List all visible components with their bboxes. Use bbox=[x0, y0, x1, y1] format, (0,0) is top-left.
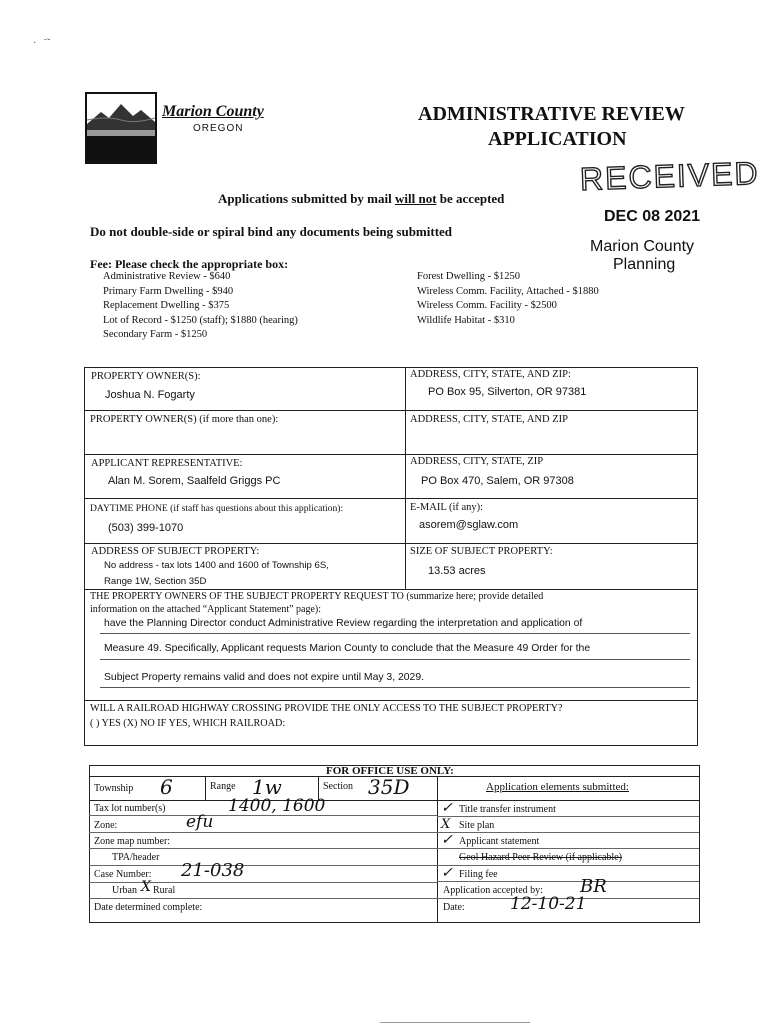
phone-label: DAYTIME PHONE (if staff has questions about this application): bbox=[90, 503, 344, 514]
element-mark[interactable]: ✓ bbox=[441, 800, 453, 816]
received-stamp-date: DEC 08 2021 bbox=[604, 208, 701, 225]
fee-option[interactable]: Primary Farm Dwelling - $940 bbox=[103, 285, 234, 297]
binding-notice: Do not double-side or spiral bind any documents being submitted bbox=[90, 224, 453, 239]
received-stamp-county: Marion County bbox=[590, 238, 695, 255]
element-label: Filing fee bbox=[459, 869, 498, 880]
owner-label: PROPERTY OWNER(S): bbox=[91, 371, 201, 382]
date-label: Date: bbox=[443, 902, 465, 913]
date-complete-label: Date determined complete: bbox=[94, 902, 203, 913]
fee-option[interactable]: Wireless Comm. Facility, Attached - $1880 bbox=[417, 285, 599, 297]
urban-label: Urban bbox=[112, 885, 137, 896]
accepted-by-label: Application accepted by: bbox=[443, 885, 543, 896]
case-number-value[interactable]: 21-038 bbox=[181, 860, 245, 881]
taxlot-value[interactable]: 1400, 1600 bbox=[228, 796, 326, 816]
subject-address-label: ADDRESS OF SUBJECT PROPERTY: bbox=[91, 546, 260, 557]
email-field[interactable]: asorem@sglaw.com bbox=[419, 519, 519, 531]
township-value[interactable]: 6 bbox=[160, 775, 173, 799]
fee-option[interactable]: Secondary Farm - $1250 bbox=[103, 329, 208, 341]
rural-check-mark[interactable]: X bbox=[141, 879, 151, 895]
scan-artifact bbox=[380, 1022, 530, 1023]
county-state: OREGON bbox=[193, 123, 244, 134]
fee-option[interactable]: Forest Dwelling - $1250 bbox=[417, 271, 520, 282]
element-mark[interactable]: X bbox=[441, 817, 451, 832]
fee-option[interactable]: Replacement Dwelling - $375 bbox=[103, 300, 230, 312]
received-stamp: RECEIVED bbox=[579, 154, 761, 198]
railroad-answer[interactable]: ( ) YES (X) NO IF YES, WHICH RAILROAD: bbox=[90, 718, 286, 729]
owner2-label: PROPERTY OWNER(S) (if more than one): bbox=[90, 414, 279, 425]
office-use-heading: FOR OFFICE USE ONLY: bbox=[326, 765, 454, 777]
railroad-question: WILL A RAILROAD HIGHWAY CROSSING PROVIDE THE ONLY ACCESS TO THE SUBJECT PROPERTY? bbox=[90, 703, 563, 714]
section-label: Section bbox=[323, 781, 353, 792]
form-title-line1: ADMINISTRATIVE REVIEW bbox=[418, 103, 685, 125]
request-line2[interactable]: Measure 49. Specifically, Applicant requests Marion County to conclude that the Measure 49 Order for the bbox=[104, 643, 591, 654]
received-stamp-dept: Planning bbox=[613, 256, 676, 273]
fee-option[interactable]: Administrative Review - $640 bbox=[103, 271, 231, 282]
representative-field[interactable]: Alan M. Sorem, Saalfeld Griggs PC bbox=[108, 475, 281, 487]
email-label: E-MAIL (if any): bbox=[410, 502, 484, 513]
representative-label: APPLICANT REPRESENTATIVE: bbox=[91, 458, 243, 469]
owner-field[interactable]: Joshua N. Fogarty bbox=[105, 389, 195, 401]
rural-label: Rural bbox=[153, 885, 176, 896]
request-line3[interactable]: Subject Property remains valid and does not expire until May 3, 2029. bbox=[104, 672, 424, 683]
element-label-struck: Geol Hazard Peer Review (if applicable) bbox=[459, 852, 622, 863]
subject-address-line1[interactable]: No address - tax lots 1400 and 1600 of Township 6S, bbox=[104, 560, 329, 571]
case-number-label: Case Number: bbox=[94, 869, 152, 880]
mail-notice-emphasis: will not bbox=[394, 191, 437, 206]
size-label: SIZE OF SUBJECT PROPERTY: bbox=[410, 546, 553, 557]
fee-option[interactable]: Lot of Record - $1250 (staff); $1880 (hearing) bbox=[103, 314, 298, 326]
owner2-address-label: ADDRESS, CITY, STATE, AND ZIP bbox=[410, 414, 568, 425]
mail-notice bbox=[218, 191, 504, 207]
element-mark[interactable]: ✓ bbox=[441, 832, 453, 848]
representative-address-label: ADDRESS, CITY, STATE, ZIP bbox=[410, 456, 544, 467]
fee-option[interactable]: Wireless Comm. Facility - $2500 bbox=[417, 300, 557, 312]
element-label: Title transfer instrument bbox=[459, 804, 556, 815]
fee-option[interactable]: Wildlife Habitat - $310 bbox=[417, 314, 515, 326]
range-value[interactable]: 1w bbox=[252, 775, 282, 799]
size-field[interactable]: 13.53 acres bbox=[428, 565, 486, 577]
mail-notice-prefix: Applications submitted by mail bbox=[218, 191, 392, 206]
zone-value[interactable]: efu bbox=[186, 812, 214, 832]
range-label: Range bbox=[210, 781, 236, 792]
date-value[interactable]: 12-10-21 bbox=[510, 894, 587, 914]
zone-label: Zone: bbox=[94, 820, 118, 831]
element-label: Site plan bbox=[459, 820, 495, 831]
owner-address-field[interactable]: PO Box 95, Silverton, OR 97381 bbox=[428, 386, 587, 398]
accepted-by-value[interactable]: BR bbox=[580, 876, 607, 897]
fee-heading: Fee: Please check the appropriate box: bbox=[90, 257, 289, 271]
taxlot-label: Tax lot number(s) bbox=[94, 803, 166, 814]
form-title-line2: APPLICATION bbox=[488, 128, 627, 150]
township-label: Township bbox=[94, 783, 134, 794]
subject-address-line2[interactable]: Range 1W, Section 35D bbox=[104, 576, 207, 587]
request-label-line1: THE PROPERTY OWNERS OF THE SUBJECT PROPERTY REQUEST TO (summarize here; provide detailed bbox=[90, 591, 544, 602]
county-name: Marion County bbox=[162, 103, 264, 120]
representative-address-field[interactable]: PO Box 470, Salem, OR 97308 bbox=[421, 475, 574, 487]
mail-notice-suffix: be accepted bbox=[439, 191, 505, 206]
fee-list-left bbox=[103, 270, 298, 343]
request-line1[interactable]: have the Planning Director conduct Administrative Review regarding the interpretation and application of bbox=[104, 618, 583, 629]
zone-map-label: Zone map number: bbox=[94, 836, 171, 847]
element-mark[interactable]: ✓ bbox=[441, 865, 453, 881]
section-value[interactable]: 35D bbox=[368, 775, 410, 799]
scan-marks: · ˜ˇ bbox=[33, 38, 51, 49]
owner-address-label: ADDRESS, CITY, STATE, AND ZIP: bbox=[410, 369, 571, 380]
phone-field[interactable]: (503) 399-1070 bbox=[108, 522, 184, 534]
request-label-line2: information on the attached “Applicant Statement” page): bbox=[90, 604, 322, 615]
tpa-header-label: TPA/header bbox=[112, 852, 160, 863]
fee-list-right bbox=[417, 270, 599, 328]
county-logo bbox=[85, 92, 157, 164]
elements-heading: Application elements submitted: bbox=[486, 781, 629, 793]
element-label: Applicant statement bbox=[459, 836, 540, 847]
